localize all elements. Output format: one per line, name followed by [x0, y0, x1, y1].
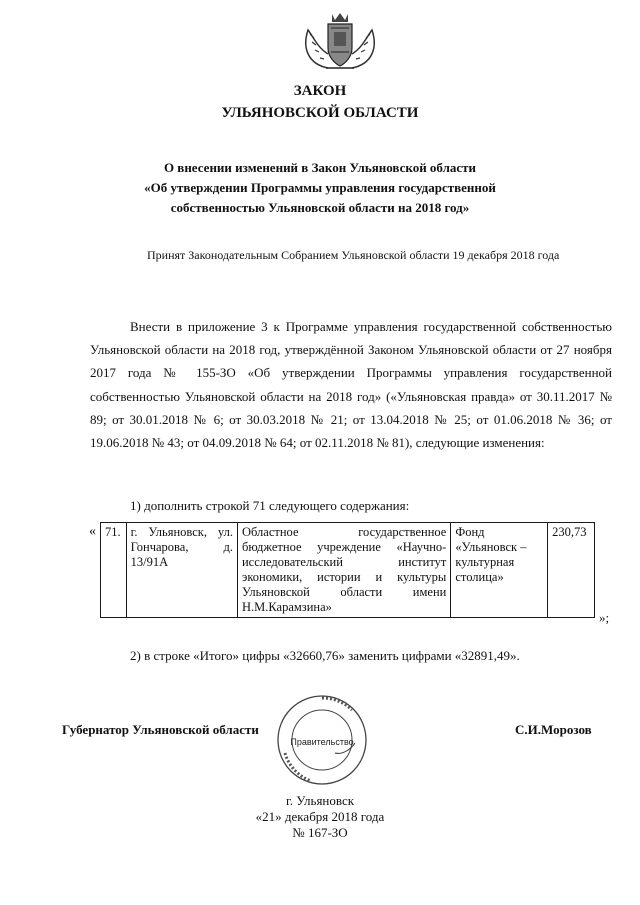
- adoption-note: Принят Законодательным Собранием Ульяновской области 19 декабря 2018 года: [147, 248, 560, 262]
- cell-number: 71.: [101, 523, 127, 618]
- law-heading: [0, 80, 640, 124]
- law-heading-line2: УЛЬЯНОВСКОЙ ОБЛАСТИ: [221, 105, 419, 121]
- amendment-item-1: 1) дополнить строкой 71 следующего содержания:: [130, 498, 410, 513]
- cell-recipient: Фонд «Ульяновск – культурная столица»: [451, 523, 548, 618]
- governor-name: С.И.Морозов: [515, 722, 592, 737]
- document-title-line2: «Об утверждении Программы управления государственной: [144, 180, 496, 195]
- amendment-table: [100, 522, 595, 618]
- document-title-line3: собственностью Ульяновской области на 2018 год»: [170, 200, 470, 215]
- law-heading-line1: ЗАКОН: [293, 83, 347, 99]
- footer-city: г. Ульяновск: [285, 793, 355, 808]
- coat-of-arms-emblem: [298, 8, 382, 74]
- amendment-item-2: 2) в строке «Итого» цифры «32660,76» заменить цифрами «32891,49».: [130, 648, 520, 663]
- table-row: [101, 523, 595, 618]
- cell-value: 230,73: [548, 523, 595, 618]
- seal-label: Правительство: [290, 737, 354, 747]
- document-title: [0, 158, 640, 218]
- document-title-line1: О внесении изменений в Закон Ульяновской области: [163, 160, 477, 175]
- table-close-quote: »;: [599, 610, 610, 625]
- table-open-quote: «: [89, 524, 96, 539]
- cell-holder: Областное государственное бюджетное учреждение «Научно-исследовательский институт экономики, истории и культуры Ульяновской области имени Н.М.Карамзина»: [237, 523, 450, 618]
- main-paragraph: Внести в приложение 3 к Программе управления государственной собственностью Ульяновской области на 2018 год, утверждённой Законом Ульяновской области от 27 ноября 2017 года № 155-ЗО «Об утверждении Программы управления государственной собственностью Ульяновской области на 2018 год» («Ульяновская правда» от 30.11.2017 № 89; от 30.01.2018 № 6; от 30.03.2018 № 21; от 13.04.2018 № 25; от 01.06.2018 № 36; от 19.06.2018 № 43; от 04.09.2018 № 64; от 02.11.2018 № 81), следующие изменения:: [90, 319, 612, 451]
- cell-address: г. Ульяновск, ул. Гончарова, д. 13/91А: [126, 523, 237, 618]
- footer-date: «21» декабря 2018 года: [255, 809, 385, 824]
- governor-title: Губернатор Ульяновской области: [62, 722, 259, 737]
- footer-law-number: № 167-ЗО: [292, 825, 348, 840]
